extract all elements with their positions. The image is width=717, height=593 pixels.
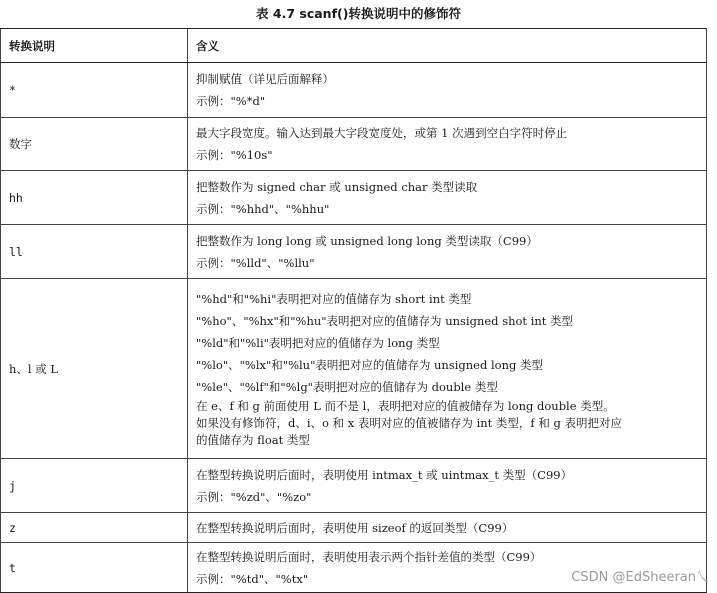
meaning-line: 抑制赋值（详见后面解释）: [196, 72, 334, 86]
meaning-line: 把整数作为 signed char 或 unsigned char 类型读取: [196, 179, 478, 194]
row-key: j: [1, 459, 188, 513]
meaning-line: "%ld"和"%li"表明把对应的值储存为 long 类型: [196, 336, 440, 350]
row-meaning: [188, 171, 707, 225]
meaning-line: 在整型转换说明后面时，表明使用表示两个指针差值的类型（C99）: [196, 549, 542, 564]
meaning-line: "%ho"、"%hx"和"%hu"表明把对应的值储存为 unsigned shot int 类型: [196, 314, 574, 328]
table-row: [1, 63, 707, 118]
meaning-line: 如果没有修饰符，d、i、o 和 x 表明对应的值被储存为 int 类型，f 和 g 表明把对应: [196, 416, 623, 430]
table-row: [1, 118, 707, 171]
header-meaning: 含义: [188, 29, 707, 63]
row-meaning: [188, 63, 707, 118]
meaning-line: 的值储存为 float 类型: [196, 433, 310, 447]
row-meaning: [188, 459, 707, 513]
example-line: 示例："%hhd"、"%hhu": [196, 201, 330, 216]
row-key: hh: [1, 171, 188, 225]
row-key: t: [1, 543, 188, 593]
table-row: [1, 513, 707, 543]
row-key: 数字: [1, 118, 188, 171]
meaning-line: 最大字段宽度。输入达到最大字段宽度处，或第 1 次遇到空白字符时停止: [196, 126, 568, 140]
meaning-line: "%hd"和"%hi"表明把对应的值储存为 short int 类型: [196, 292, 472, 306]
example-line: 示例："%td"、"%tx": [196, 571, 309, 586]
table-row: [1, 279, 707, 459]
row-meaning: [188, 225, 707, 279]
meaning-line: 在 e、f 和 g 前面使用 L 而不是 l，表明把对应的值被储存为 long double 类型。: [196, 399, 615, 413]
table-row: [1, 225, 707, 279]
meaning-line: 在整型转换说明后面时，表明使用 sizeof 的返回类型（C99）: [196, 520, 514, 535]
row-key: *: [1, 63, 188, 118]
example-line: 示例："%*d": [196, 94, 266, 108]
row-key: ll: [1, 225, 188, 279]
row-key: h、l 或 L: [1, 279, 188, 459]
meaning-line: 把整数作为 long long 或 unsigned long long 类型读取（C99）: [196, 233, 538, 248]
meaning-line: 在整型转换说明后面时，表明使用 intmax_t 或 uintmax_t 类型（C99）: [196, 467, 573, 482]
table-row: [1, 171, 707, 225]
row-meaning: [188, 118, 707, 171]
table-title: 表 4.7 scanf()转换说明中的修饰符: [256, 6, 461, 21]
table-row: [1, 459, 707, 513]
modifier-table: [0, 28, 707, 593]
row-key: z: [1, 513, 188, 543]
meaning-line: "%le"、"%lf"和"%lg"表明把对应的值储存为 double 类型: [196, 380, 498, 394]
example-line: 示例："%zd"、"%zo": [196, 489, 312, 504]
example-line: 示例："%10s": [196, 148, 273, 162]
header-row: [1, 29, 707, 63]
watermark: CSDN @EdSheeran乀: [571, 570, 709, 585]
row-meaning: [188, 513, 707, 543]
example-line: 示例："%lld"、"%llu": [196, 255, 315, 270]
header-conversion: 转换说明: [1, 29, 188, 63]
row-meaning: [188, 279, 707, 459]
meaning-line: "%lo"、"%lx"和"%lu"表明把对应的值储存为 unsigned long 类型: [196, 358, 544, 372]
